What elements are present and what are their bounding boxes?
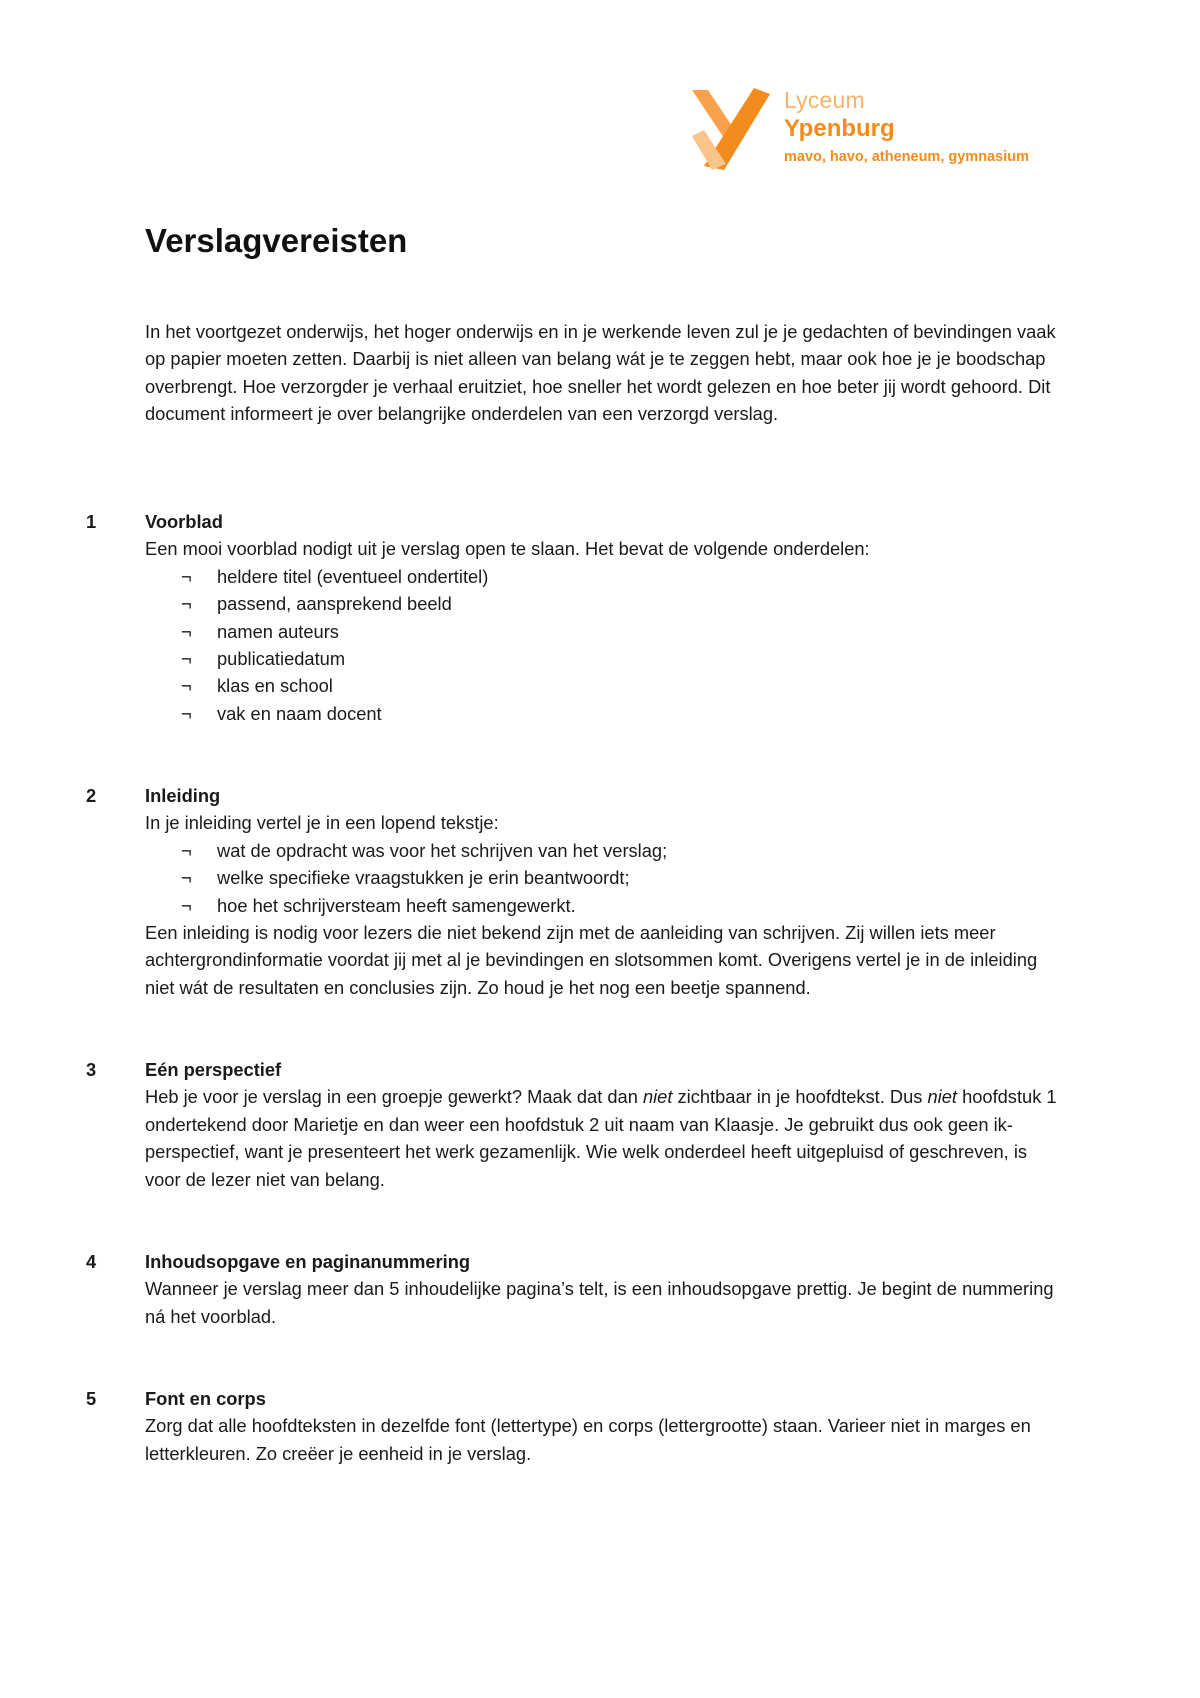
section-lead: Een mooi voorblad nodigt uit je verslag open te slaan. Het bevat de volgende onderdelen: xyxy=(145,538,870,560)
section-heading: Inhoudsopgave en paginanummering xyxy=(145,1251,471,1272)
section-number: 5 xyxy=(86,1388,97,1409)
section-heading: Eén perspectief xyxy=(145,1059,282,1080)
list-item xyxy=(145,837,1065,864)
section-paragraph: Wanneer je verslag meer dan 5 inhoudelijke pagina’s telt, is een inhoudsopgave prettig. Je begint de nummering ná het voorblad. xyxy=(145,1278,1054,1327)
bullet-list xyxy=(145,837,1065,919)
list-item xyxy=(145,590,1065,617)
bullet-icon: ¬ xyxy=(181,839,192,861)
text-run: hoofdstuk 1 ondertekend door Marietje en dan weer een hoofdstuk 2 uit naam van Klaasje. Je gebruikt dus ook geen ik-perspectief, want je presenteert het werk gezamenlijk. Wie welk onderdeel heeft uitgepluisd of geschreven, is voor de lezer niet van belang. xyxy=(145,1086,1057,1190)
list-item-text: wat de opdracht was voor het schrijven van het verslag; xyxy=(217,839,668,861)
list-item-text: hoe het schrijversteam heeft samengewerkt. xyxy=(217,894,576,916)
bullet-icon: ¬ xyxy=(181,894,192,916)
bullet-icon: ¬ xyxy=(181,648,192,670)
logo-line-school-types: mavo, havo, atheneum, gymnasium xyxy=(784,149,1029,165)
list-item-text: passend, aansprekend beeld xyxy=(217,593,452,615)
emphasis-text: niet xyxy=(927,1086,957,1108)
list-item xyxy=(145,563,1065,590)
bullet-icon: ¬ xyxy=(181,867,192,889)
section-body xyxy=(145,1056,1065,1193)
page-title: Verslagvereisten xyxy=(145,222,408,259)
list-item xyxy=(145,618,1065,645)
list-item xyxy=(145,700,1065,727)
section-heading: Inleiding xyxy=(145,785,221,806)
list-item-text: welke specifieke vraagstukken je erin beantwoordt; xyxy=(217,867,630,889)
section-heading: Font en corps xyxy=(145,1388,266,1409)
bullet-list xyxy=(145,563,1065,727)
section-heading: Voorblad xyxy=(145,511,223,532)
section-number: 2 xyxy=(86,785,97,806)
section-body xyxy=(145,508,1065,727)
section-body xyxy=(145,782,1065,1001)
logo-text xyxy=(784,86,1029,170)
text-run: Heb je voor je verslag in een groepje gewerkt? Maak dat dan xyxy=(145,1086,643,1108)
bullet-icon: ¬ xyxy=(181,675,192,697)
bullet-icon: ¬ xyxy=(181,702,192,724)
bullet-icon: ¬ xyxy=(181,565,192,587)
bullet-icon: ¬ xyxy=(181,620,192,642)
emphasis-text: niet xyxy=(642,1086,673,1108)
bullet-icon: ¬ xyxy=(181,593,192,615)
school-logo xyxy=(690,86,1090,172)
list-item xyxy=(145,892,1065,919)
list-item xyxy=(145,672,1065,699)
list-item-text: publicatiedatum xyxy=(217,648,346,670)
section-paragraph xyxy=(145,1083,1065,1193)
list-item-text: vak en naam docent xyxy=(217,702,382,724)
section-number: 1 xyxy=(86,511,97,532)
section-paragraph: Een inleiding is nodig voor lezers die niet bekend zijn met de aanleiding van schrijven. Zij willen iets meer achtergrondinformatie voordat jij met al je bevindingen en slotsommen komt. Overigens vertel je in de inleiding niet wát de resultaten en conclusies zijn. Zo houd je het nog een beetje spannend. xyxy=(145,922,1038,998)
section-lead: In je inleiding vertel je in een lopend tekstje: xyxy=(145,812,499,834)
section-number: 4 xyxy=(86,1251,97,1272)
intro-paragraph: In het voortgezet onderwijs, het hoger onderwijs en in je werkende leven zul je je gedachten of bevindingen vaak op papier moeten zetten. Daarbij is niet alleen van belang wát je te zeggen hebt, maar ook hoe je je boodschap overbrengt. Hoe verzorgder je verhaal eruitziet, hoe sneller het wordt gelezen en hoe beter jij wordt gehoord. Dit document informeert je over belangrijke onderdelen van een verzorgd verslag. xyxy=(145,321,1056,425)
list-item-text: namen auteurs xyxy=(217,620,339,642)
list-item xyxy=(145,645,1065,672)
list-item-text: klas en school xyxy=(217,675,333,697)
ypenburg-y-logo-icon xyxy=(690,86,772,170)
section-paragraph: Zorg dat alle hoofdteksten in dezelfde font (lettertype) en corps (lettergrootte) staan. Varieer niet in marges en letterkleuren. Zo creëer je eenheid in je verslag. xyxy=(145,1415,1031,1464)
section-body xyxy=(145,1248,1065,1330)
logo-line-ypenburg: Ypenburg xyxy=(784,115,895,142)
list-item xyxy=(145,864,1065,891)
section-number: 3 xyxy=(86,1059,97,1080)
list-item-text: heldere titel (eventueel ondertitel) xyxy=(217,565,489,587)
logo-line-lyceum: Lyceum xyxy=(784,87,865,113)
section-body xyxy=(145,1385,1065,1467)
text-run: zichtbaar in je hoofdtekst. Dus xyxy=(672,1086,928,1108)
